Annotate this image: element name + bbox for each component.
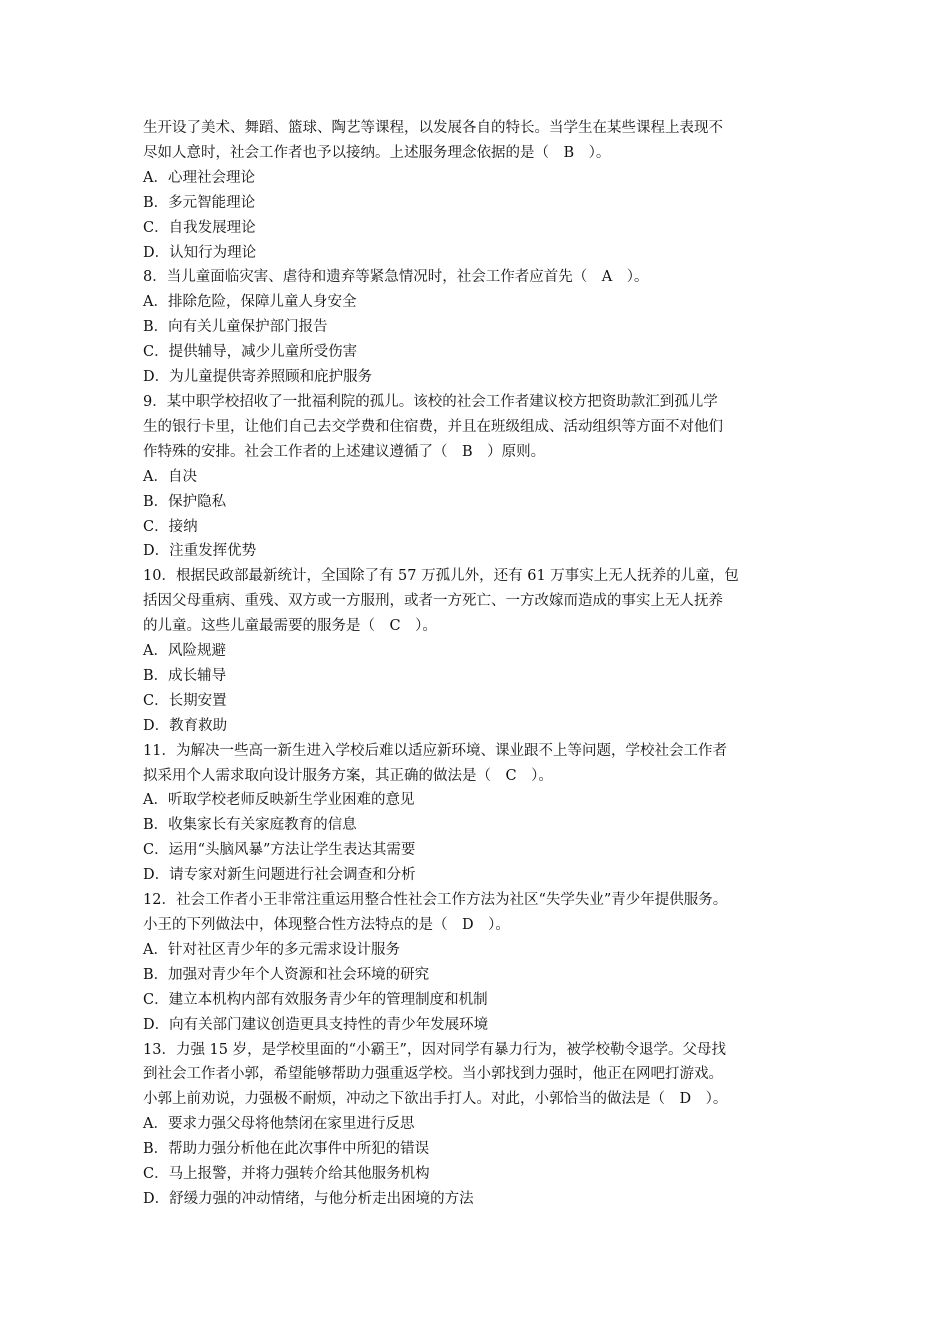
text-line: C．建立本机构内部有效服务青少年的管理制度和机制: [143, 991, 488, 1008]
text-line: 12．社会工作者小王非常注重运用整合性社会工作方法为社区“失学失业”青少年提供服务。: [143, 892, 728, 909]
text-line: 10．根据民政部最新统计，全国除了有 57 万孤儿外，还有 61 万事实上无人抚养的儿童，包: [143, 568, 739, 585]
text-line: B．收集家长有关家庭教育的信息: [143, 817, 357, 834]
document-page: [143, 116, 811, 1212]
text-line: D．为儿童提供寄养照顾和庇护服务: [143, 369, 373, 386]
text-line: B．帮助力强分析他在此次事件中所犯的错误: [143, 1141, 430, 1158]
text-line: 生开设了美术、舞蹈、篮球、陶艺等课程，以发展各自的特长。当学生在某些课程上表现不: [143, 120, 723, 136]
text-line: 9．某中职学校招收了一批福利院的孤儿。该校的社会工作者建议校方把资助款汇到孤儿学: [143, 393, 718, 410]
text-line: A．自决: [143, 468, 197, 485]
text-line: 拟采用个人需求取向设计服务方案，其正确的做法是（ C ）。: [143, 767, 553, 784]
text-line: 尽如人意时，社会工作者也予以接纳。上述服务理念依据的是（ B ）。: [143, 144, 611, 161]
text-line: B．向有关儿童保护部门报告: [143, 319, 328, 336]
text-line: C．运用“头脑风暴”方法让学生表达其需要: [143, 842, 416, 859]
text-line: 11．为解决一些高一新生进入学校后难以适应新环境、课业跟不上等问题，学校社会工作者: [143, 742, 727, 759]
text-line: 8．当儿童面临灾害、虐待和遗弃等紧急情况时，社会工作者应首先（ A ）。: [143, 269, 649, 286]
text-line: C．马上报警，并将力强转介给其他服务机构: [143, 1166, 430, 1183]
text-line: 小王的下列做法中，体现整合性方法特点的是（ D ）。: [143, 917, 510, 933]
text-line: 作特殊的安排。社会工作者的上述建议遵循了（ B ）原则。: [143, 443, 546, 460]
text-line: C．自我发展理论: [143, 219, 256, 236]
text-line: C．提供辅导，减少儿童所受伤害: [143, 344, 358, 361]
text-line: D．舒缓力强的冲动情绪，与他分析走出困境的方法: [143, 1190, 474, 1207]
text-line: B．成长辅导: [143, 667, 227, 684]
text-line: B．加强对青少年个人资源和社会环境的研究: [143, 966, 430, 983]
text-line: A．心理社会理论: [143, 169, 255, 186]
text-line: 小郭上前劝说，力强极不耐烦，冲动之下欲出手打人。对此，小郭恰当的做法是（ D ）。: [143, 1091, 728, 1108]
text-line: B．保护隐私: [143, 493, 227, 510]
text-line: 13．力强 15 岁，是学校里面的“小霸王”，因对同学有暴力行为，被学校勒令退学。父母找: [143, 1041, 726, 1058]
text-line: D．向有关部门建议创造更具支持性的青少年发展环境: [143, 1016, 489, 1033]
text-line: 括因父母重病、重残、双方或一方服刑，或者一方死亡、一方改嫁而造成的事实上无人抚养: [143, 593, 723, 610]
text-line: C．长期安置: [143, 692, 227, 709]
text-line: B．多元智能理论: [143, 194, 256, 211]
text-line: A．要求力强父母将他禁闭在家里进行反思: [143, 1116, 415, 1133]
text-line: D．教育救助: [143, 717, 228, 734]
text-line: D．请专家对新生问题进行社会调查和分析: [143, 867, 416, 884]
text-line: 生的银行卡里，让他们自己去交学费和住宿费，并且在班级组成、活动组织等方面不对他们: [143, 418, 723, 435]
text-line: A．针对社区青少年的多元需求设计服务: [143, 941, 400, 958]
text-line: D．注重发挥优势: [143, 543, 257, 560]
text-line: A．排除危险，保障儿童人身安全: [143, 294, 357, 311]
text-line: C．接纳: [143, 518, 198, 535]
text-line: D．认知行为理论: [143, 244, 257, 261]
text-line: A．听取学校老师反映新生学业困难的意见: [143, 792, 415, 809]
text-line: 到社会工作者小郭，希望能够帮助力强重返学校。当小郭找到力强时，他正在网吧打游戏。: [143, 1066, 723, 1083]
text-line: A．风险规避: [143, 643, 226, 660]
text-line: 的儿童。这些儿童最需要的服务是（ C ）。: [143, 618, 437, 635]
